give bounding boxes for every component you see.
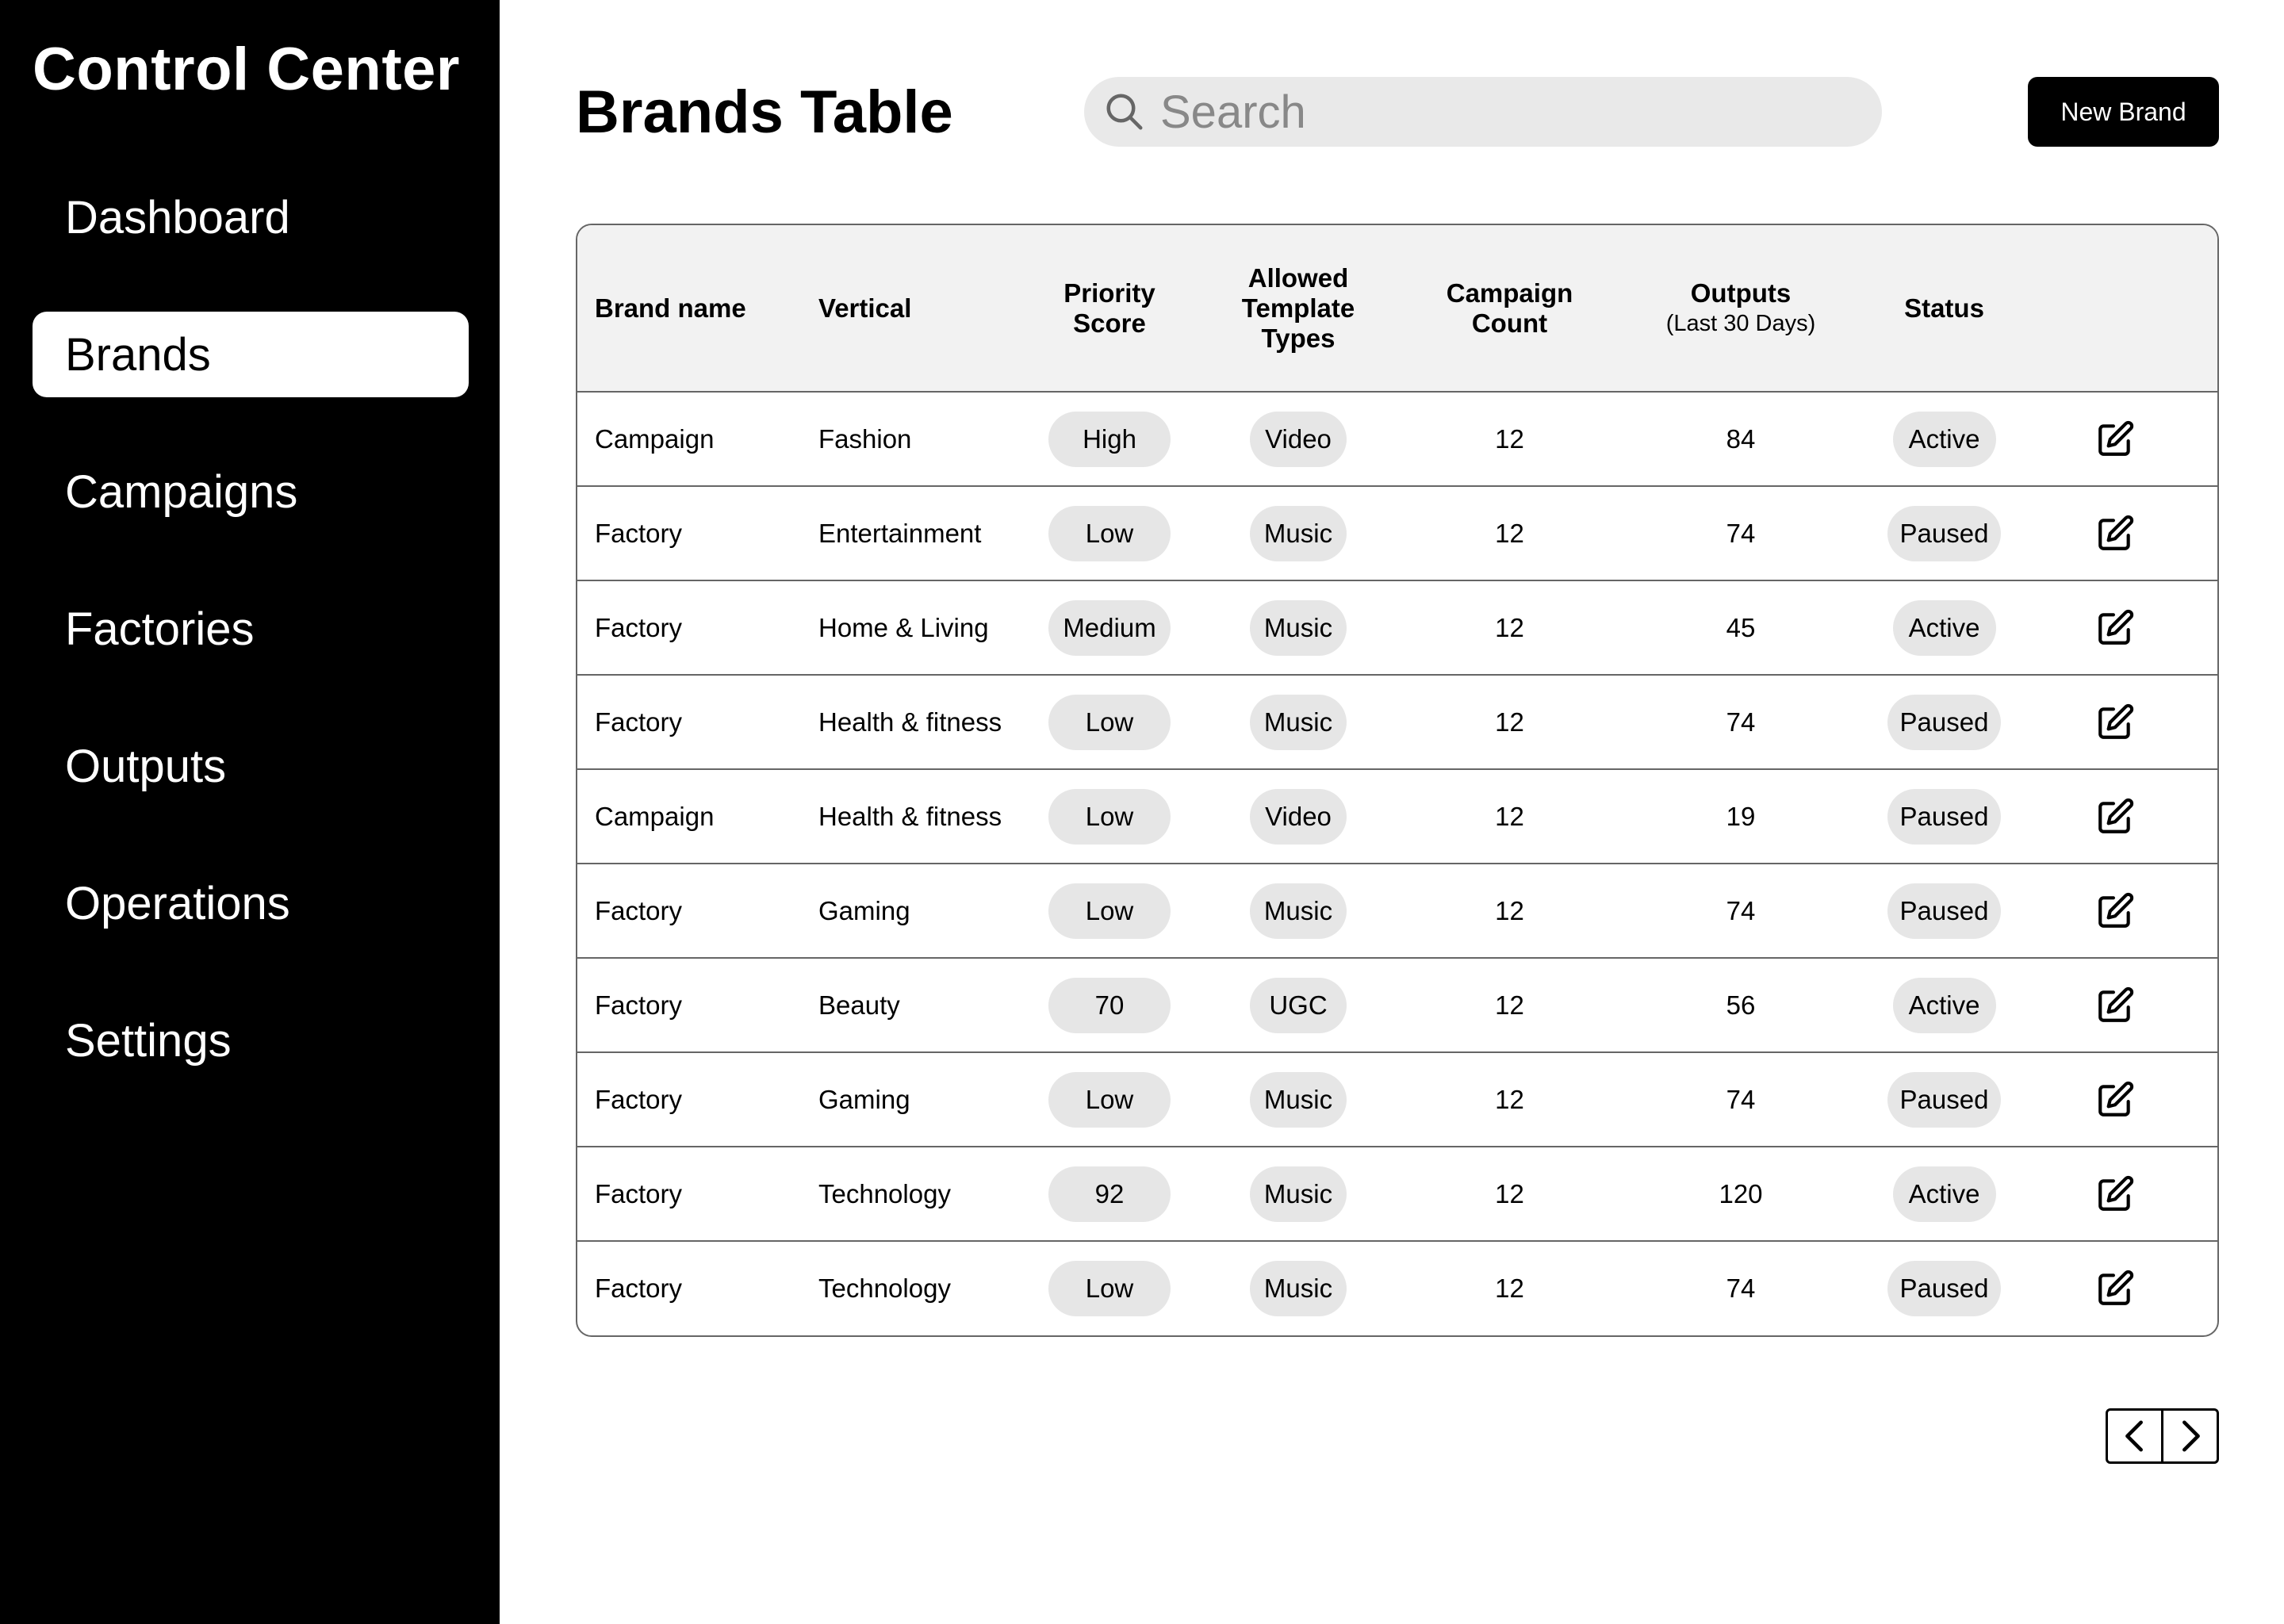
table-row [577, 1147, 2219, 1241]
cell-outputs: 56 [1726, 990, 1756, 1020]
new-brand-button[interactable]: New Brand [2028, 77, 2219, 147]
cell-brand-name: Factory [595, 1084, 683, 1114]
cell-priority [1039, 958, 1180, 1052]
edit-button[interactable] [2095, 1272, 2135, 1301]
priority-badge: Low [1048, 1072, 1171, 1128]
cell-outputs: 45 [1726, 612, 1756, 642]
cell-priority [1039, 1052, 1180, 1147]
page-title: Brands Table [576, 79, 953, 146]
next-page-button[interactable] [2161, 1411, 2217, 1461]
column-header-campaign-count[interactable] [1416, 225, 1603, 392]
template-badge: Video [1250, 412, 1347, 467]
cell-status [1879, 864, 2010, 958]
edit-icon [2095, 703, 2135, 742]
status-badge: Active [1893, 412, 1996, 467]
cell-priority [1039, 486, 1180, 580]
table-row [577, 1052, 2219, 1147]
table-row [577, 769, 2219, 864]
cell-status [1879, 580, 2010, 675]
cell-campaign-count: 12 [1495, 895, 1524, 925]
edit-button[interactable] [2095, 1177, 2135, 1206]
cell-outputs: 74 [1726, 1084, 1756, 1114]
edit-button[interactable] [2095, 705, 2135, 734]
cell-outputs: 74 [1726, 1274, 1756, 1303]
cell-actions [2010, 580, 2219, 675]
cell-template [1180, 1241, 1416, 1335]
search-input[interactable] [1160, 86, 1858, 139]
cell-campaign-count: 12 [1495, 1274, 1524, 1303]
column-header-outputs-sub: (Last 30 Days) [1665, 310, 1816, 336]
cell-brand-name: Factory [595, 1274, 683, 1303]
table-row [577, 675, 2219, 769]
cell-campaign-count: 12 [1495, 423, 1524, 454]
cell-outputs: 84 [1726, 423, 1756, 454]
cell-campaign-count: 12 [1495, 1178, 1524, 1208]
template-badge: Video [1250, 789, 1347, 845]
cell-priority [1039, 1241, 1180, 1335]
cell-campaign-count: 12 [1495, 801, 1524, 831]
column-header-template-types[interactable] [1180, 225, 1416, 392]
cell-template [1180, 486, 1416, 580]
cell-brand-name: Factory [595, 1178, 683, 1208]
cell-template [1180, 1052, 1416, 1147]
cell-campaign-count: 12 [1495, 1084, 1524, 1114]
template-badge: Music [1250, 1261, 1347, 1316]
status-badge: Active [1893, 978, 1996, 1033]
column-header-priority-label: Priority Score [1063, 278, 1155, 338]
cell-brand-name: Factory [595, 990, 683, 1020]
cell-vertical: Entertainment [818, 518, 982, 548]
status-badge: Active [1893, 1166, 1996, 1222]
edit-button[interactable] [2095, 516, 2135, 546]
column-header-brand-name[interactable]: Brand name [595, 293, 746, 323]
cell-brand-name: Factory [595, 518, 683, 548]
status-badge: Paused [1887, 789, 2002, 845]
cell-outputs: 74 [1726, 707, 1756, 737]
sidebar-item-dashboard[interactable]: Dashboard [65, 191, 290, 243]
sidebar-item-outputs[interactable]: Outputs [65, 740, 227, 792]
cell-status [1879, 769, 2010, 864]
cell-vertical: Beauty [818, 990, 900, 1020]
edit-icon [2095, 1269, 2135, 1308]
cell-brand-name: Factory [595, 707, 683, 737]
template-badge: Music [1250, 883, 1347, 939]
cell-campaign-count: 12 [1495, 518, 1524, 548]
table-row [577, 486, 2219, 580]
template-badge: Music [1250, 695, 1347, 750]
cell-actions [2010, 958, 2219, 1052]
cell-priority [1039, 675, 1180, 769]
cell-brand-name: Factory [595, 612, 683, 642]
edit-icon [2095, 797, 2135, 837]
edit-icon [2095, 514, 2135, 553]
priority-badge: Low [1048, 883, 1171, 939]
cell-actions [2010, 486, 2219, 580]
cell-brand-name: Campaign [595, 423, 715, 454]
cell-status [1879, 675, 2010, 769]
cell-status [1879, 1147, 2010, 1241]
cell-outputs: 74 [1726, 895, 1756, 925]
sidebar-item-settings[interactable]: Settings [65, 1014, 232, 1067]
priority-badge: 92 [1048, 1166, 1171, 1222]
edit-button[interactable] [2095, 894, 2135, 923]
priority-badge: Low [1048, 506, 1171, 561]
template-badge: Music [1250, 1072, 1347, 1128]
cell-actions [2010, 1147, 2219, 1241]
cell-actions [2010, 864, 2219, 958]
cell-status [1879, 1052, 2010, 1147]
cell-vertical: Home & Living [818, 612, 989, 642]
table-body [577, 392, 2219, 1335]
edit-icon [2095, 419, 2135, 459]
cell-vertical: Health & fitness [818, 801, 1002, 831]
template-badge: Music [1250, 600, 1347, 656]
priority-badge: Low [1048, 1261, 1171, 1316]
edit-button[interactable] [2095, 1082, 2135, 1112]
status-badge: Paused [1887, 506, 2002, 561]
column-header-vertical[interactable]: Vertical [818, 293, 912, 323]
cell-campaign-count: 12 [1495, 707, 1524, 737]
edit-button[interactable] [2095, 799, 2135, 829]
cell-outputs: 74 [1726, 518, 1756, 548]
sidebar-nav [0, 174, 500, 1083]
column-header-outputs[interactable] [1603, 225, 1879, 392]
cell-outputs: 19 [1726, 801, 1756, 831]
edit-icon [2095, 1174, 2135, 1214]
status-badge: Paused [1887, 1261, 2002, 1316]
cell-brand-name: Factory [595, 895, 683, 925]
edit-icon [2095, 986, 2135, 1025]
sidebar-item-brands[interactable]: Brands [33, 312, 469, 397]
edit-icon [2095, 1080, 2135, 1120]
cell-template [1180, 864, 1416, 958]
cell-vertical: Health & fitness [818, 707, 1002, 737]
cell-campaign-count: 12 [1495, 990, 1524, 1020]
cell-vertical: Fashion [818, 423, 912, 454]
template-badge: Music [1250, 1166, 1347, 1222]
cell-template [1180, 1147, 1416, 1241]
table-header-row [577, 225, 2219, 392]
cell-campaign-count: 12 [1495, 612, 1524, 642]
cell-actions [2010, 675, 2219, 769]
template-badge: UGC [1250, 978, 1347, 1033]
chevron-left-icon [2119, 1418, 2151, 1454]
cell-actions [2010, 392, 2219, 486]
cell-template [1180, 392, 1416, 486]
status-badge: Active [1893, 600, 1996, 656]
edit-button[interactable] [2095, 988, 2135, 1017]
cell-status [1879, 1241, 2010, 1335]
app-title: Control Center [33, 36, 460, 103]
sidebar-item-operations[interactable]: Operations [65, 877, 290, 929]
status-badge: Paused [1887, 1072, 2002, 1128]
cell-template [1180, 769, 1416, 864]
prev-page-button[interactable] [2108, 1411, 2161, 1461]
cell-vertical: Technology [818, 1274, 951, 1303]
sidebar-item-campaigns[interactable]: Campaigns [65, 465, 298, 518]
cell-priority [1039, 769, 1180, 864]
cell-status [1879, 392, 2010, 486]
chevron-right-icon [2175, 1418, 2206, 1454]
cell-vertical: Gaming [818, 895, 910, 925]
edit-icon [2095, 608, 2135, 648]
cell-actions [2010, 769, 2219, 864]
column-header-status[interactable]: Status [1904, 293, 1984, 323]
priority-badge: Low [1048, 789, 1171, 845]
column-header-template-types-label: Allowed Template Types [1241, 262, 1355, 353]
cell-priority [1039, 392, 1180, 486]
table-row [577, 1241, 2219, 1335]
pagination [2106, 1408, 2219, 1464]
status-badge: Paused [1887, 695, 2002, 750]
search-icon [1103, 90, 1146, 133]
priority-badge: Low [1048, 695, 1171, 750]
brands-table [576, 224, 2219, 1337]
table-row [577, 580, 2219, 675]
cell-template [1180, 675, 1416, 769]
table-row [577, 958, 2219, 1052]
cell-priority [1039, 1147, 1180, 1241]
cell-brand-name: Campaign [595, 801, 715, 831]
cell-template [1180, 958, 1416, 1052]
priority-badge: Medium [1048, 600, 1171, 656]
edit-button[interactable] [2095, 422, 2135, 451]
cell-actions [2010, 1052, 2219, 1147]
edit-button[interactable] [2095, 611, 2135, 640]
cell-actions [2010, 1241, 2219, 1335]
column-header-actions [2010, 225, 2219, 392]
cell-vertical: Technology [818, 1178, 951, 1208]
column-header-outputs-label: Outputs [1690, 278, 1792, 308]
cell-status [1879, 958, 2010, 1052]
status-badge: Paused [1887, 883, 2002, 939]
template-badge: Music [1250, 506, 1347, 561]
column-header-campaign-count-label: Campaign Count [1446, 278, 1573, 338]
priority-badge: 70 [1048, 978, 1171, 1033]
table-row [577, 392, 2219, 486]
cell-priority [1039, 580, 1180, 675]
cell-priority [1039, 864, 1180, 958]
edit-icon [2095, 891, 2135, 931]
cell-template [1180, 580, 1416, 675]
table-row [577, 864, 2219, 958]
column-header-priority[interactable] [1039, 225, 1180, 392]
cell-vertical: Gaming [818, 1084, 910, 1114]
cell-outputs: 120 [1719, 1178, 1763, 1208]
sidebar [0, 0, 500, 1624]
cell-status [1879, 486, 2010, 580]
sidebar-item-factories[interactable]: Factories [65, 603, 255, 655]
priority-badge: High [1048, 412, 1171, 467]
search-bar[interactable] [1084, 77, 1882, 147]
main-content [500, 0, 2284, 1624]
